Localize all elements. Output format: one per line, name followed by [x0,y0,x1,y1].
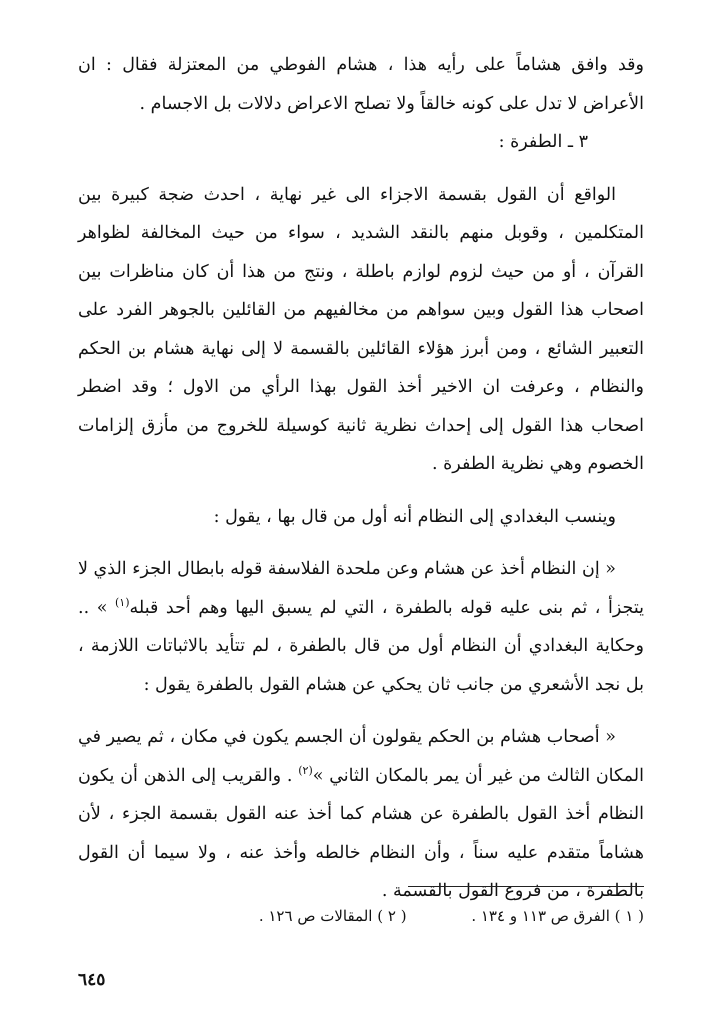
section-heading: ٣ ـ الطفرة : [498,132,588,152]
footnote-1: ( ١ ) الفرق ص ١١٣ و ١٣٤ . [471,907,644,925]
paragraph-5 [78,718,644,911]
paragraph-2: الواقع أن القول بقسمة الاجزاء الى غير نهاية ، احدث ضجة كبيرة بين المتكلمين ، وقوبل منهم بالنقد الشديد ، سواء من حيث المخالفة لظواهر القرآن ، أو من حيث لزوم لوازم باطلة ، ونتج من هذا أن كان مناظرات بين اصحاب هذا القول وبين سواهم من مخالفيهم من القائلين بالجوهر الفرد على التعبير الشائع ، ومن أبرز هؤلاء القائلين بالقسمة لا إلى نهاية هشام بن الحكم والنظام ، وعرفت ان الاخير أخذ القول بهذا الرأي من الاول ؛ وقد اضطر اصحاب هذا القول إلى إحداث نظرية ثانية كوسيلة للخروج من مأزق إلزامات الخصوم وهي نظرية الطفرة . [78,184,644,474]
page-number: ٦٤٥ [78,970,106,990]
footnote-ref-2[interactable]: (٢) [298,763,313,777]
quote-text: « إن النظام أخذ عن هشام وعن ملحدة الفلاسفة قوله بابطال الجزء الذي لا يتجزأ ، ثم بنى عليه قوله بالطفرة ، التي لم يسبق اليها وهم أحد قبله [78,559,644,618]
main-text [78,46,644,911]
footnote-divider [408,886,644,887]
footnotes [120,904,644,928]
paragraph-1: وقد وافق هشاماً على رأيه هذا ، هشام الفوطي من المعتزلة فقال : ان الأعراض لا تدل على كونه خالقاً ولا تصلح الاعراض دلالات بل الاجسام . [78,55,644,114]
footnote-ref-1[interactable]: (١) [115,595,130,609]
paragraph-text: . والقريب إلى الذهن أن يكون النظام أخذ القول بالطفرة عن هشام كما أخذ عنه القول بقسمة الجزء ، لأن هشاماً متقدم عليه سناً ، وأن النظام خالطه وأخذ عنه ، ولا سيما أن القول بالطفرة ، من فروع القول بالقسمة . [78,765,644,901]
paragraph-3: وينسب البغدادي إلى النظام أنه أول من قال بها ، يقول : [213,506,616,527]
quote-text: « أصحاب هشام بن الحكم يقولون أن الجسم يكون في مكان ، ثم يصير في المكان الثالث من غير أن يمر بالمكان الثاني » [78,727,644,786]
paragraph-4 [78,550,644,704]
paragraph-text: » .. وحكاية البغدادي أن النظام أول من قال بالطفرة ، لم تتأيد بالاثباتات اللازمة ، بل نجد الأشعري من جانب ثان يحكي عن هشام القول بالطفرة يقول : [78,597,644,695]
footnote-2: ( ٢ ) المقالات ص ١٢٦ . [258,907,407,925]
